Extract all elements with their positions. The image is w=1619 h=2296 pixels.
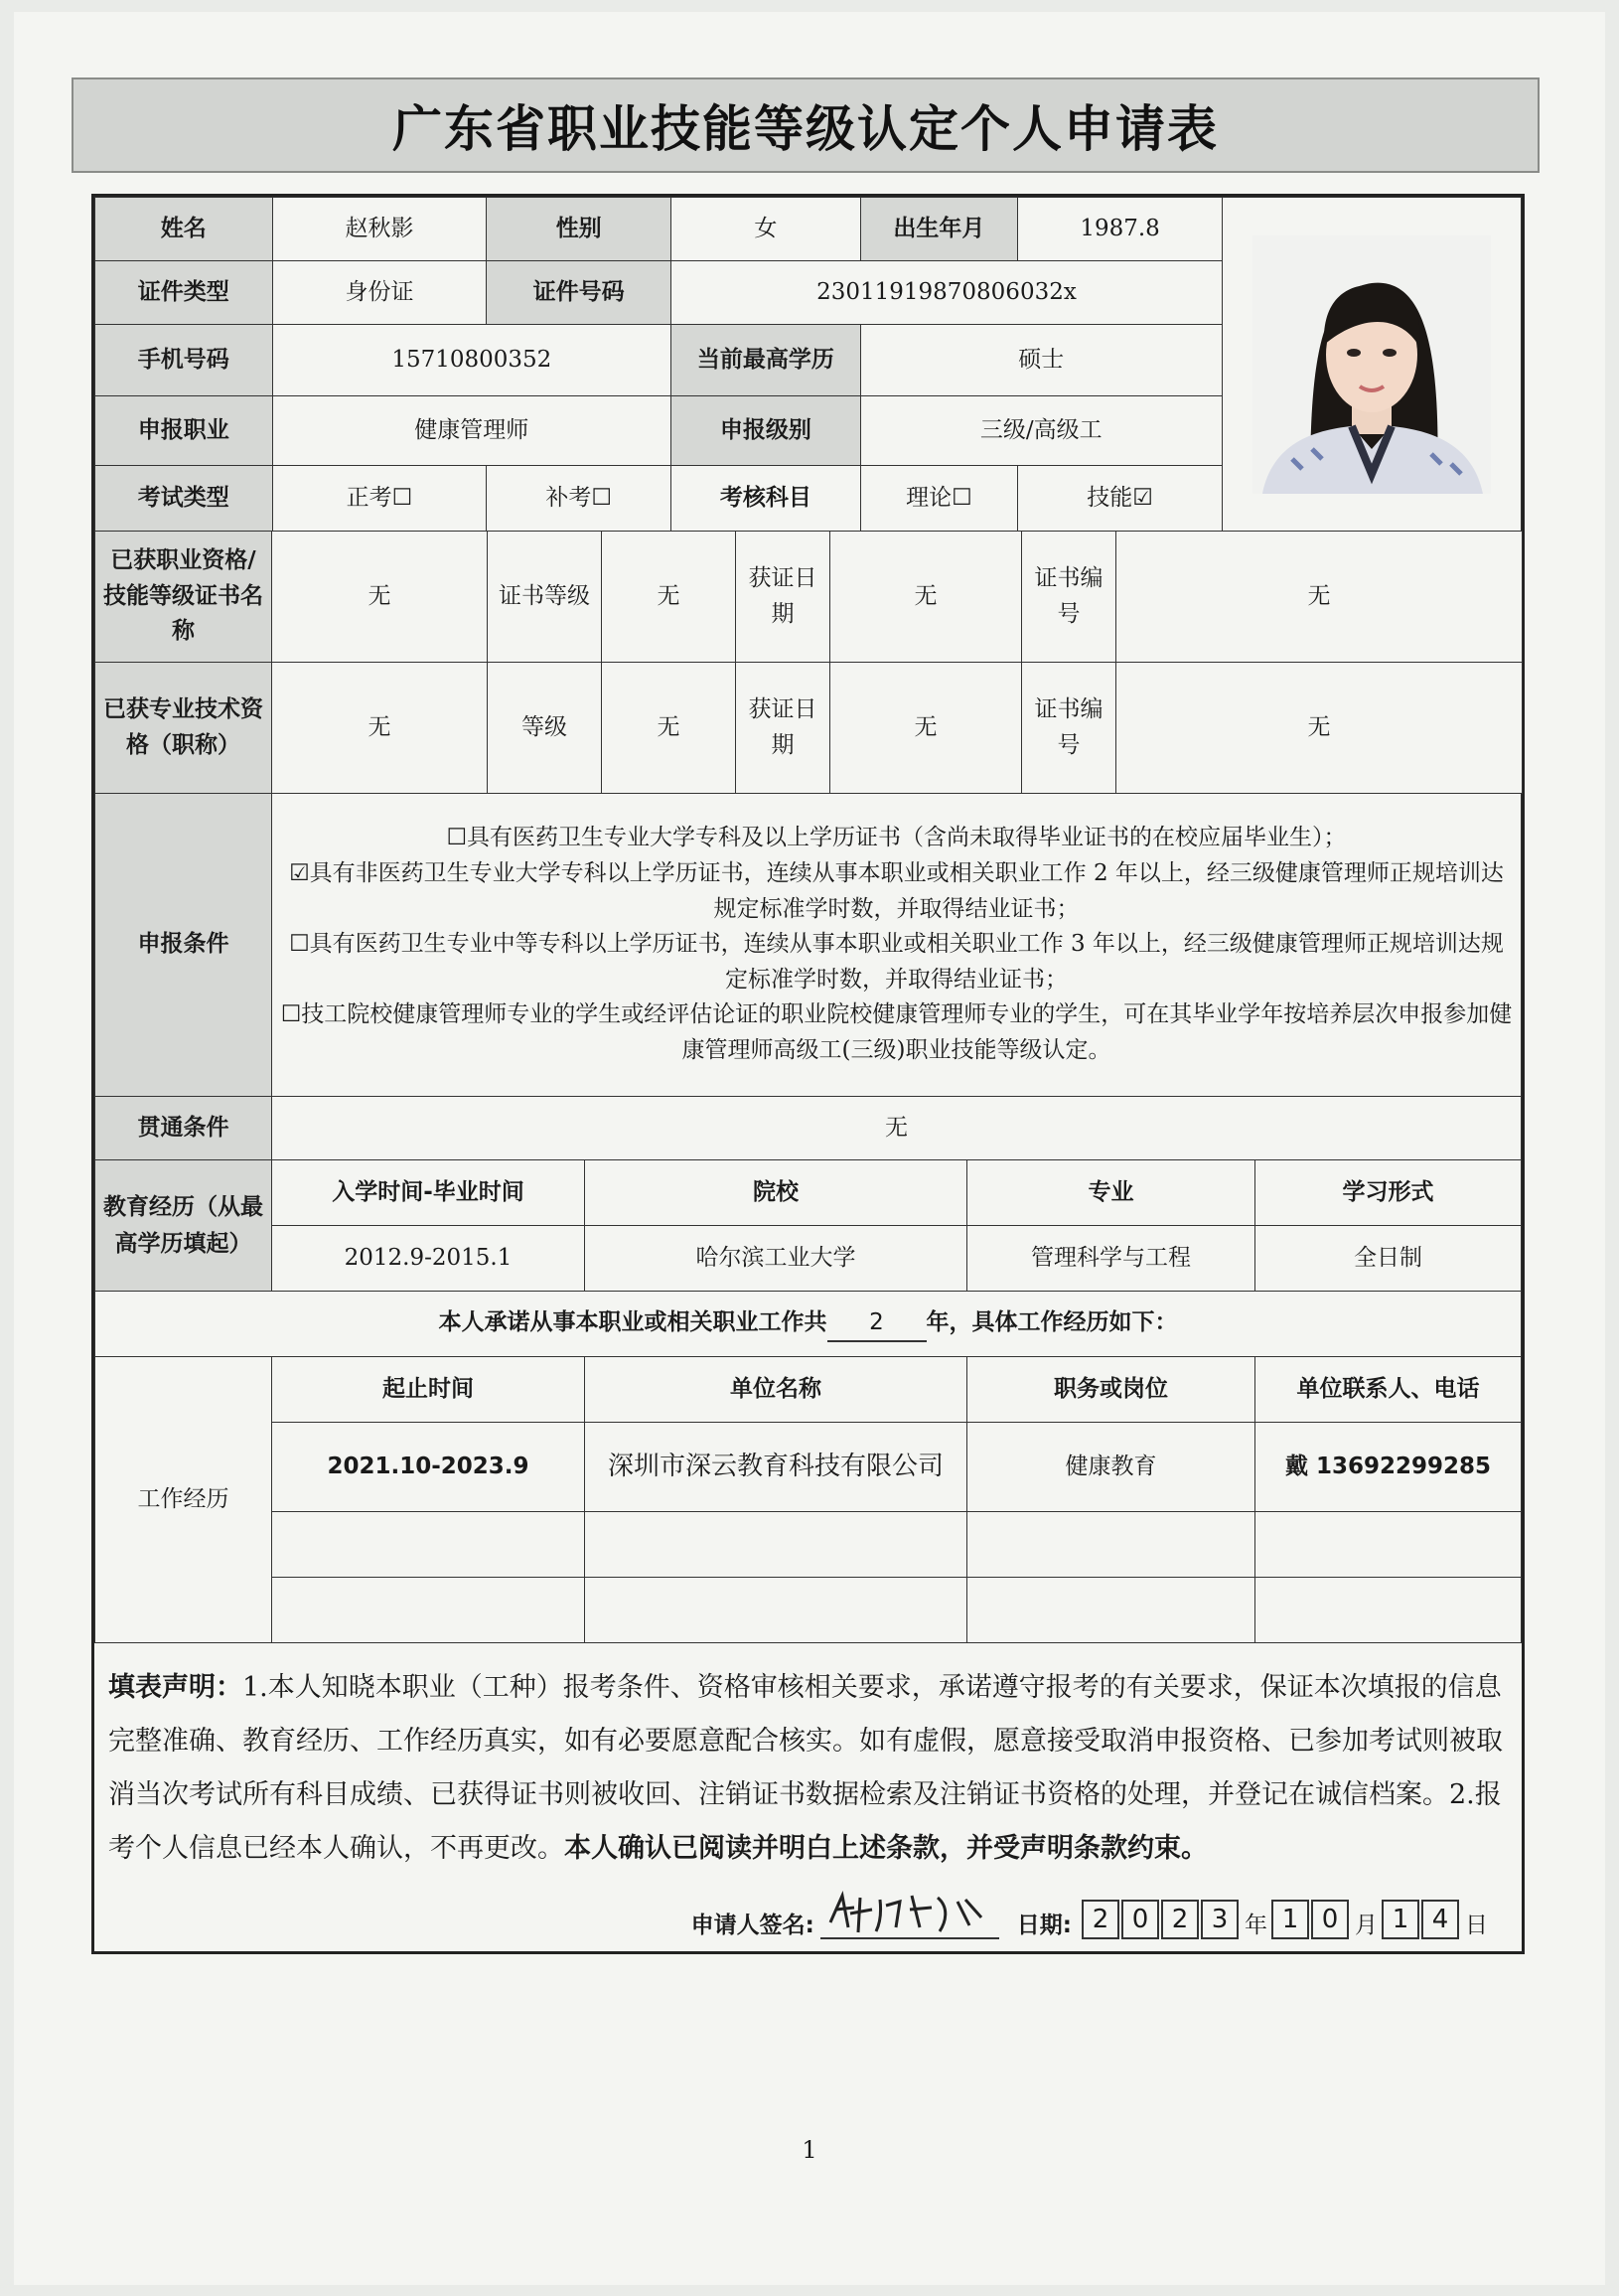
empty-cell (1255, 1578, 1522, 1643)
declaration (94, 1643, 1522, 1884)
promise-years: 2 (827, 1305, 927, 1343)
table-row (95, 1423, 1522, 1512)
date-month-unit: 月 (1355, 1913, 1378, 1938)
empty-cell (272, 1578, 585, 1643)
edu-header-mode: 学习形式 (1255, 1160, 1522, 1226)
date-day-digit: 4 (1421, 1900, 1459, 1939)
conditions-list (272, 794, 1522, 1097)
date-label: 日期: (1016, 1913, 1072, 1938)
empty-cell (585, 1578, 967, 1643)
edu-school: 哈尔滨工业大学 (585, 1226, 967, 1292)
exam-subject-label: 考核科目 (671, 466, 861, 532)
tech-qual-date: 无 (830, 663, 1022, 794)
empty-cell (1255, 1512, 1522, 1578)
job-label: 申报职业 (95, 396, 273, 466)
exam-type-opt2[interactable]: 补考☐ (487, 466, 671, 532)
declaration-body: 1.本人知晓本职业（工种）报考条件、资格审核相关要求，承诺遵守报考的有关要求，保证本次填报的信息完整准确、教育经历、工作经历真实，如有必要愿意配合核实。如有虚假，愿意接受取消申报资格、已参加考试则被取消当次考试所有科目成绩、已获得证书则被收回、注销证书数据检索及注销证书资格的处理，并登记在诚信档案。2.报考个人信息已经本人确认，不再更改。 (108, 1672, 1503, 1864)
date-year-digit: 2 (1161, 1900, 1199, 1939)
name-value: 赵秋影 (272, 198, 487, 261)
condition-item-3[interactable]: ☐具有医药卫生专业中等专科以上学历证书，连续从事本职业或相关职业工作 3 年以上，经三级健康管理师正规培训达规定标准学时数，并取得结业证书； (289, 931, 1504, 993)
qual-cert-label: 已获职业资格/技能等级证书名称 (95, 532, 272, 663)
work-unit: 深圳市深云教育科技有限公司 (585, 1423, 967, 1512)
tech-qual-grade-label: 等级 (488, 663, 602, 794)
declaration-bold-tail: 本人确认已阅读并明白上述条款，并受声明条款约束。 (564, 1833, 1208, 1864)
education-label: 教育经历（从最高学历填起） (95, 1160, 272, 1292)
qual-cert-date: 无 (830, 532, 1022, 663)
qual-cert-no: 无 (1116, 532, 1523, 663)
edu-major: 管理科学与工程 (967, 1226, 1255, 1292)
condition-item-1[interactable]: ☐具有医药卫生专业大学专科及以上学历证书（含尚未取得毕业证书的在校应届毕业生）； (446, 825, 1347, 851)
name-label: 姓名 (95, 198, 273, 261)
through-label: 贯通条件 (95, 1097, 272, 1160)
qual-cert-grade-label: 证书等级 (488, 532, 602, 663)
empty-cell (585, 1512, 967, 1578)
work-header-contact: 单位联系人、电话 (1255, 1357, 1522, 1423)
edu-time: 2012.9-2015.1 (272, 1226, 585, 1292)
applicant-photo (1252, 235, 1491, 494)
tech-qual-label: 已获专业技术资格（职称） (95, 663, 272, 794)
qual-cert-grade: 无 (602, 532, 736, 663)
photo-cell (1222, 198, 1521, 532)
level-label: 申报级别 (671, 396, 861, 466)
edu-header-major: 专业 (967, 1160, 1255, 1226)
phone-label: 手机号码 (95, 325, 273, 396)
tech-qual-date-label: 获证日期 (736, 663, 830, 794)
edu-value: 硕士 (860, 325, 1222, 396)
conditions-table (94, 793, 1522, 1160)
date-year-unit: 年 (1245, 1913, 1267, 1938)
education-table (94, 1159, 1522, 1643)
id-no-value: 230119198708060​32x (671, 261, 1223, 325)
condition-item-2[interactable]: ☑具有非医药卫生专业大学专科以上学历证书，连续从事本职业或相关职业工作 2 年以上，经三级健康管理师正规培训达规定标准学时数，并取得结业证书； (289, 859, 1504, 922)
exam-subject-opt2[interactable]: 技能☑ (1018, 466, 1223, 532)
qual-cert-date-label: 获证日期 (736, 532, 830, 663)
work-contact: 戴 13692299285 (1255, 1423, 1522, 1512)
date-year-digit: 0 (1121, 1900, 1159, 1939)
id-type-value: 身份证 (272, 261, 487, 325)
work-label: 工作经历 (95, 1357, 272, 1643)
edu-header-school: 院校 (585, 1160, 967, 1226)
table-row (95, 1512, 1522, 1578)
tech-qual-name: 无 (272, 663, 488, 794)
qual-row-2 (95, 663, 1523, 794)
qual-cert-no-label: 证书编号 (1022, 532, 1116, 663)
date-year-digit: 2 (1082, 1900, 1119, 1939)
gender-value: 女 (671, 198, 861, 261)
conditions-label: 申报条件 (95, 794, 272, 1097)
promise-prefix: 本人承诺从事本职业或相关职业工作共 (438, 1308, 827, 1335)
through-value: 无 (272, 1097, 1522, 1160)
date-day-digit: 1 (1382, 1900, 1419, 1939)
qual-cert-name: 无 (272, 532, 488, 663)
table-row (95, 1578, 1522, 1643)
level-value: 三级/高级工 (860, 396, 1222, 466)
signature-scribble (820, 1888, 999, 1937)
empty-cell (272, 1512, 585, 1578)
job-value: 健康管理师 (272, 396, 670, 466)
page-title: 广东省职业技能等级认定个人申请表 (392, 100, 1219, 158)
title-banner (72, 77, 1540, 173)
promise-suffix: 年，具体工作经历如下： (926, 1308, 1178, 1335)
work-header-unit: 单位名称 (585, 1357, 967, 1423)
signature-label: 申请人签名: (690, 1913, 814, 1938)
tech-qual-no-label: 证书编号 (1022, 663, 1116, 794)
work-time: 2021.10-2023.9 (272, 1423, 585, 1512)
exam-type-opt1[interactable]: 正考☐ (272, 466, 487, 532)
declaration-heading: 填表声明： (108, 1672, 242, 1703)
date-month-digit: 1 (1271, 1900, 1309, 1939)
birth-label: 出生年月 (860, 198, 1018, 261)
edu-label: 当前最高学历 (671, 325, 861, 396)
exam-subject-opt1[interactable]: 理论☐ (860, 466, 1018, 532)
tech-qual-no: 无 (1116, 663, 1523, 794)
qualification-table (94, 531, 1523, 794)
condition-item-4[interactable]: ☐技工院校健康管理师专业的学生或经评估论证的职业院校健康管理师专业的学生，可在其毕业学年按培养层次申报参加健康管理师高级工(三级)职业技能等级认定。 (280, 1001, 1513, 1064)
gender-label: 性别 (487, 198, 671, 261)
empty-cell (967, 1512, 1255, 1578)
page-number: 1 (802, 2136, 817, 2164)
handwritten-signature (820, 1888, 999, 1939)
work-header-time: 起止时间 (272, 1357, 585, 1423)
work-header-post: 职务或岗位 (967, 1357, 1255, 1423)
work-post: 健康教育 (967, 1423, 1255, 1512)
id-type-label: 证件类型 (95, 261, 273, 325)
date-month-digit: 0 (1311, 1900, 1349, 1939)
phone-value: 15710800352 (272, 325, 670, 396)
signature-row (94, 1884, 1522, 1951)
id-no-label: 证件号码 (487, 261, 671, 325)
birth-value: 1987.8 (1018, 198, 1223, 261)
date-day-unit: 日 (1465, 1913, 1488, 1938)
edu-mode: 全日制 (1255, 1226, 1522, 1292)
empty-cell (967, 1578, 1255, 1643)
tech-qual-grade: 无 (602, 663, 736, 794)
table-row (95, 1226, 1522, 1292)
date-year-digit: 3 (1201, 1900, 1239, 1939)
qual-row-1 (95, 532, 1523, 663)
edu-header-time: 入学时间-毕业时间 (272, 1160, 585, 1226)
exam-type-label: 考试类型 (95, 466, 273, 532)
basic-info-table (94, 197, 1522, 532)
promise-line (95, 1292, 1522, 1357)
application-form (91, 194, 1525, 1954)
